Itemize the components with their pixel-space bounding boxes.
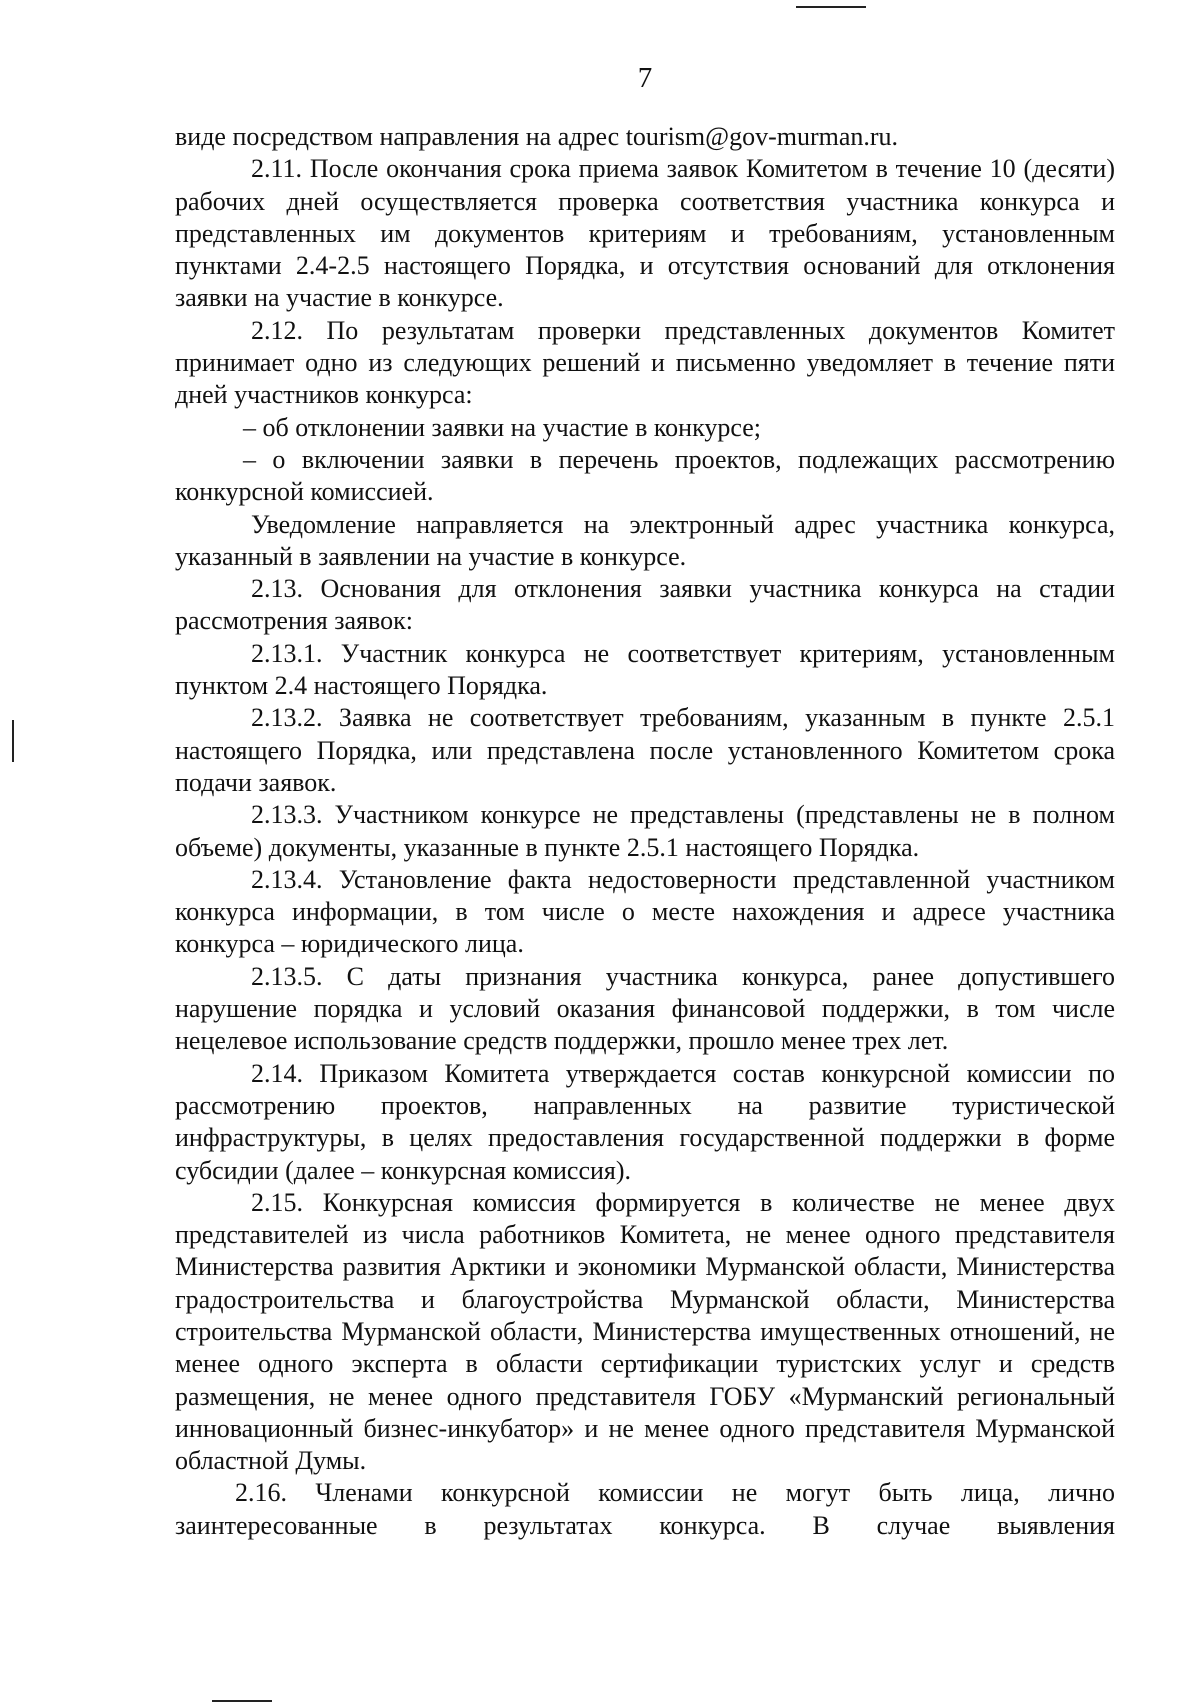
paragraph-2-13-1: 2.13.1. Участник конкурса не соответствует критериям, установленным пунктом 2.4 настоящего Порядка. bbox=[175, 638, 1115, 701]
paragraph-2-12: 2.12. По результатам проверки представленных документов Комитет принимает одно из следующих решений и письменно уведомляет в течение пяти дней участников конкурса: bbox=[175, 315, 1115, 410]
document-body bbox=[175, 121, 1115, 1542]
paragraph-notification: Уведомление направляется на электронный адрес участника конкурса, указанный в заявлении на участие в конкурсе. bbox=[175, 509, 1115, 571]
paragraph-continuation: виде посредством направления на адрес tourism@gov-murman.ru. bbox=[175, 122, 899, 151]
paragraph-2-13-4: 2.13.4. Установление факта недостоверности представленной участником конкурса информации, в том числе о месте нахождения и адресе участника конкурса – юридического лица. bbox=[175, 864, 1115, 959]
paragraph-2-13-5: 2.13.5. С даты признания участника конкурса, ранее допустившего нарушение порядка и условий оказания финансовой поддержки, в том числе нецелевое использование средств поддержки, прошло менее трех лет. bbox=[175, 961, 1115, 1056]
scan-artifact-left-line bbox=[12, 720, 14, 762]
paragraph-2-13: 2.13. Основания для отклонения заявки участника конкурса на стадии рассмотрения заявок: bbox=[175, 574, 1115, 636]
scan-artifact-bottom-line bbox=[212, 1700, 272, 1702]
paragraph-2-11: 2.11. После окончания срока приема заявок Комитетом в течение 10 (десяти) рабочих дней осуществляется проверка соответствия участника конкурса и представленных им документов критериям и требованиям, установленным пунктами 2.4-2.5 настоящего Порядка, и отсутствия оснований для отклонения заявки на участие в конкурсе. bbox=[175, 154, 1115, 313]
paragraph-2-15: 2.15. Конкурсная комиссия формируется в количестве не менее двух представителей из числа работников Комитета, не менее одного представителя Министерства развития Арктики и экономики Мурманской области, Министерства градостроительства и благоустройства Мурманской области, Министерства строительства Мурманской области, Министерства имущественных отношений, не менее одного эксперта в области сертификации туристских услуг и средств размещения, не менее одного представителя ГОБУ «Мурманский региональный инновационный бизнес-инкубатор» и не менее одного представителя Мурманской областной Думы. bbox=[175, 1187, 1115, 1476]
paragraph-2-13-2: 2.13.2. Заявка не соответствует требованиям, указанным в пункте 2.5.1 настоящего Порядка, или представлена после установленного Комитетом срока подачи заявок. bbox=[175, 703, 1115, 797]
list-item-include: – о включении заявки в перечень проектов, подлежащих рассмотрению конкурсной комиссией. bbox=[175, 444, 1115, 507]
scan-artifact-top-line bbox=[796, 6, 866, 8]
list-item-reject: – об отклонении заявки на участие в конкурсе; bbox=[243, 412, 761, 442]
page-number: 7 bbox=[637, 62, 653, 94]
paragraph-2-16: 2.16. Членами конкурсной комиссии не могут быть лица, лично заинтересованные в результатах конкурса. В случае выявления bbox=[175, 1478, 1115, 1540]
paragraph-2-13-3: 2.13.3. Участником конкурсе не представлены (представлены не в полном объеме) документы, указанные в пункте 2.5.1 настоящего Порядка. bbox=[175, 800, 1115, 862]
paragraph-2-14: 2.14. Приказом Комитета утверждается состав конкурсной комиссии по рассмотрению проектов, направленных на развитие туристической инфраструктуры, в целях предоставления государственной поддержки в форме субсидии (далее – конкурсная комиссия). bbox=[175, 1058, 1115, 1185]
